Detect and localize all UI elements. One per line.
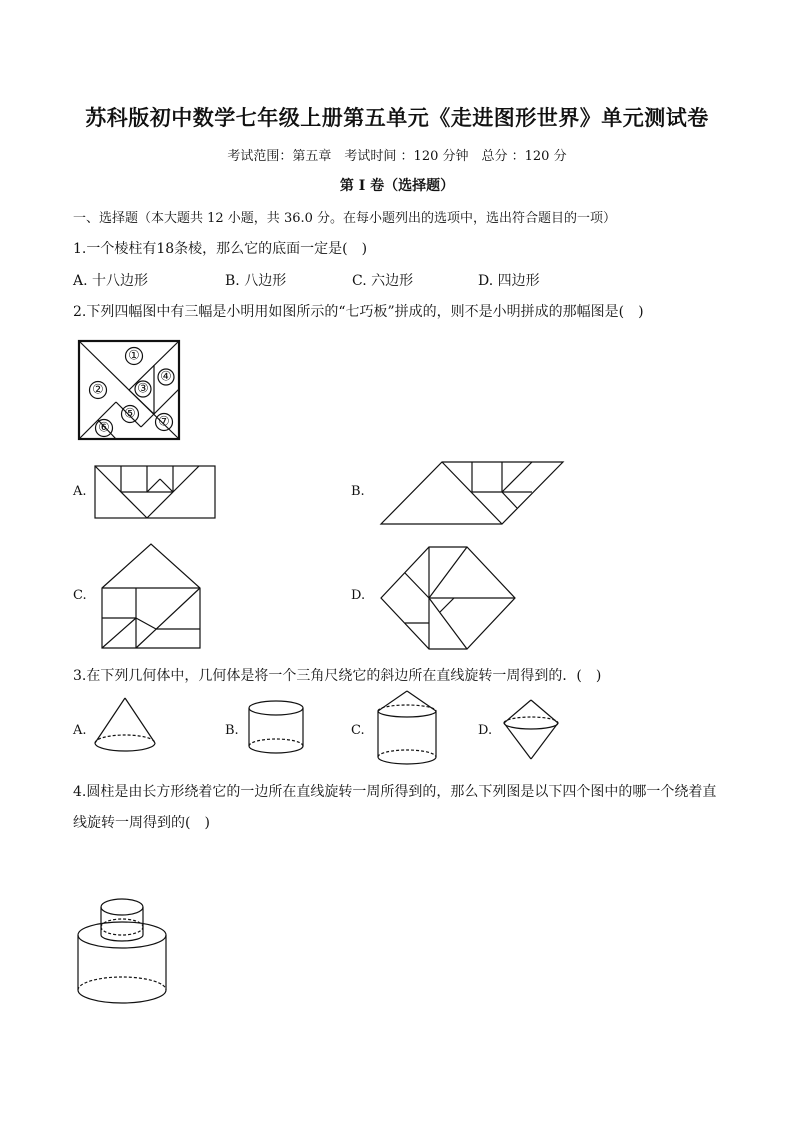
tangram-option-d-figure[interactable]: [380, 546, 516, 650]
part-heading: 第 I 卷（选择题）: [339, 178, 455, 194]
cylinder-figure[interactable]: [247, 700, 305, 756]
section-heading: 一、选择题（本大题共 12 小题，共 36.0 分。在每小题列出的选项中，选出符合题目的一项）: [73, 211, 617, 226]
question-2-option-b-label[interactable]: B.: [351, 484, 365, 499]
tangram-piece-4-label: ④: [160, 369, 172, 385]
question-1-option-c[interactable]: C. 六边形: [352, 273, 414, 289]
tangram-piece-1-label: ①: [128, 348, 140, 364]
question-1-option-d[interactable]: D. 四边形: [478, 273, 540, 289]
question-3-option-c-label[interactable]: C.: [351, 723, 365, 738]
question-2-option-d-label[interactable]: D.: [351, 588, 366, 603]
tangram-piece-5-label: ⑤: [124, 406, 136, 422]
tangram-piece-3-label: ③: [137, 381, 149, 397]
question-3-option-a-label[interactable]: A.: [73, 723, 87, 738]
tangram-piece-6-label: ⑥: [98, 420, 110, 436]
double-cone-figure[interactable]: [502, 699, 560, 761]
cone-figure[interactable]: [93, 697, 157, 753]
tangram-reference-figure: [78, 340, 180, 440]
question-2-option-c-label[interactable]: C.: [73, 588, 87, 603]
stacked-cylinders-figure: [75, 895, 169, 1005]
question-1-option-b[interactable]: B. 八边形: [225, 273, 287, 289]
exam-info: 考试范围：第五章 考试时间 ：120 分钟 总分 ：120 分: [227, 149, 567, 164]
question-1-stem: 1.一个棱柱有18条棱，那么它的底面一定是( ): [73, 241, 368, 257]
question-1-option-a[interactable]: A. 十八边形: [73, 273, 149, 289]
question-3-option-b-label[interactable]: B.: [225, 723, 239, 738]
tangram-option-b-figure[interactable]: [380, 461, 564, 525]
question-2-option-a-label[interactable]: A.: [73, 484, 87, 499]
cone-on-cylinder-figure[interactable]: [376, 690, 438, 766]
tangram-option-c-figure[interactable]: [101, 543, 201, 649]
tangram-option-a-figure[interactable]: [94, 465, 216, 519]
question-2-stem: 2.下列四幅图中有三幅是小明用如图所示的“七巧板”拼成的，则不是小明拼成的那幅图是( ): [73, 304, 644, 320]
question-3-stem: 3.在下列几何体中，几何体是将一个三角尺绕它的斜边所在直线旋转一周得到的．( ): [73, 668, 602, 684]
page-title: 苏科版初中数学七年级上册第五单元《走进图形世界》单元测试卷: [85, 105, 709, 130]
question-4-stem-line-2: 线旋转一周得到的( ): [73, 815, 210, 831]
question-3-option-d-label[interactable]: D.: [478, 723, 493, 738]
tangram-piece-7-label: ⑦: [158, 414, 170, 430]
question-4-stem-line-1: 4.圆柱是由长方形绕着它的一边所在直线旋转一周所得到的，那么下列图是以下四个图中的哪一个绕着直: [73, 784, 717, 800]
tangram-piece-2-label: ②: [92, 382, 104, 398]
